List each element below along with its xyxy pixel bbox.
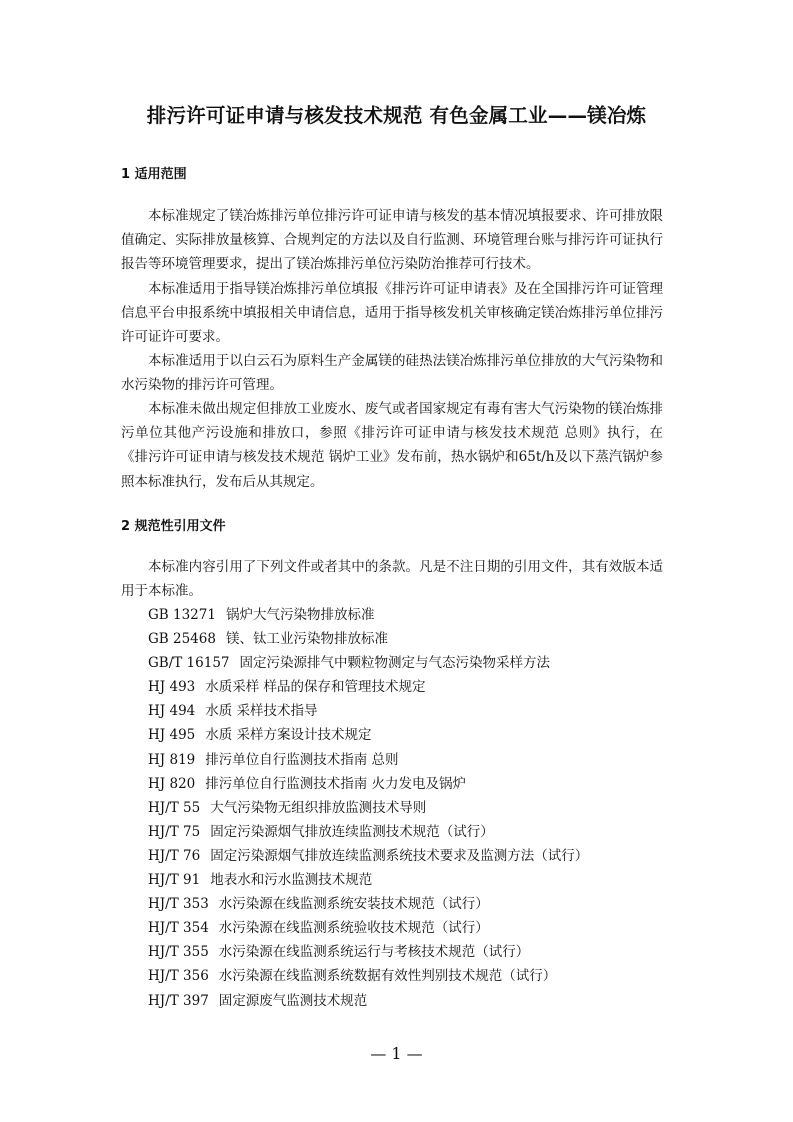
reference-name: 镁、钛工业污染物排放标准 bbox=[225, 631, 388, 648]
paragraph: 本标准适用于指导镁冶炼排污单位填报《排污许可证申请表》及在全国排污许可证管理信息平台申报系统中填报相关申请信息，适用于指导核发机关审核确定镁冶炼排污单位排污许可证许可要求。 bbox=[121, 281, 663, 346]
reference-item bbox=[148, 916, 588, 940]
reference-name: 水污染源在线监测系统数据有效性判别技术规范（试行） bbox=[218, 968, 557, 985]
reference-item bbox=[148, 892, 588, 916]
reference-item bbox=[148, 627, 588, 651]
reference-item bbox=[148, 868, 588, 892]
reference-code: GB 25468 bbox=[148, 631, 216, 648]
reference-name: 排污单位自行监测技术指南 总则 bbox=[205, 751, 399, 768]
reference-code: HJ 495 bbox=[148, 727, 196, 744]
reference-code: HJ 819 bbox=[148, 751, 196, 768]
reference-name: 锅炉大气污染物排放标准 bbox=[225, 607, 375, 623]
reference-code: HJ/T 397 bbox=[148, 992, 209, 1009]
reference-name: 固定污染源烟气排放连续监测系统技术要求及监测方法（试行） bbox=[210, 847, 589, 864]
reference-item bbox=[148, 796, 588, 820]
reference-code: HJ/T 355 bbox=[148, 944, 209, 961]
paragraph: 本标准适用于以白云石为原料生产金属镁的硅热法镁冶炼排污单位排放的大气污染物和水污染物的排污许可管理。 bbox=[121, 353, 663, 394]
reference-name: 水质采样 样品的保存和管理技术规定 bbox=[205, 679, 426, 696]
reference-list bbox=[148, 603, 588, 1013]
reference-code: HJ/T 353 bbox=[148, 896, 209, 913]
reference-item bbox=[148, 844, 588, 868]
reference-name: 固定污染源排气中颗粒物测定与气态污染物采样方法 bbox=[239, 655, 550, 672]
reference-code: HJ/T 91 bbox=[148, 872, 201, 889]
reference-name: 排污单位自行监测技术指南 火力发电及锅炉 bbox=[205, 775, 467, 792]
reference-code: HJ/T 76 bbox=[148, 847, 201, 864]
reference-name: 固定源废气监测技术规范 bbox=[218, 992, 368, 1009]
reference-code: HJ 494 bbox=[148, 703, 196, 720]
reference-code: GB 13271 bbox=[148, 607, 216, 623]
reference-name: 地表水和污水监测技术规范 bbox=[210, 872, 373, 889]
reference-item bbox=[148, 940, 588, 964]
reference-name: 水污染源在线监测系统运行与考核技术规范（试行） bbox=[218, 944, 530, 961]
reference-code: HJ 493 bbox=[148, 679, 196, 696]
reference-item bbox=[148, 651, 588, 675]
reference-code: GB/T 16157 bbox=[148, 655, 230, 672]
reference-code: HJ/T 356 bbox=[148, 968, 209, 985]
page-number: — 1 — bbox=[370, 1044, 423, 1063]
reference-item bbox=[148, 723, 588, 747]
reference-name: 水质 采样技术指导 bbox=[205, 703, 318, 720]
reference-code: HJ/T 354 bbox=[148, 920, 209, 937]
paragraph: 本标准内容引用了下列文件或者其中的条款。凡是不注日期的引用文件，其有效版本适用于本标准。 bbox=[121, 559, 663, 600]
document-title: 排污许可证申请与核发技术规范 有色金属工业——镁冶炼 bbox=[146, 104, 647, 127]
reference-item bbox=[148, 964, 588, 988]
reference-item bbox=[148, 772, 588, 796]
reference-code: HJ/T 55 bbox=[148, 799, 201, 816]
reference-item bbox=[148, 748, 588, 772]
reference-name: 大气污染物无组织排放监测技术导则 bbox=[210, 799, 427, 816]
reference-code: HJ 820 bbox=[148, 775, 196, 792]
section-heading-scope: 1 适用范围 bbox=[121, 167, 187, 182]
reference-item bbox=[148, 603, 588, 627]
reference-item bbox=[148, 989, 588, 1013]
reference-code: HJ/T 75 bbox=[148, 823, 201, 840]
paragraph: 本标准未做出规定但排放工业废水、废气或者国家规定有毒有害大气污染物的镁冶炼排污单位其他产污设施和排放口，参照《排污许可证申请与核发技术规范 总则》执行，在《排污许可证申请与核发技术规范 锅炉工业》发布前，热水锅炉和65t/h及以下蒸汽锅炉参照本标准执行，发布后从其规定。 bbox=[121, 401, 663, 490]
section-heading-normative-references: 2 规范性引用文件 bbox=[121, 519, 226, 534]
reference-name: 水污染源在线监测系统验收技术规范（试行） bbox=[218, 920, 489, 937]
paragraph: 本标准规定了镁冶炼排污单位排污许可证申请与核发的基本情况填报要求、许可排放限值确定、实际排放量核算、合规判定的方法以及自行监测、环境管理台账与排污许可证执行报告等环境管理要求，提出了镁冶炼排污单位污染防治推荐可行技术。 bbox=[121, 208, 663, 273]
reference-item bbox=[148, 675, 588, 699]
reference-item bbox=[148, 820, 588, 844]
reference-name: 固定污染源烟气排放连续监测技术规范（试行） bbox=[210, 823, 494, 840]
reference-item bbox=[148, 699, 588, 723]
reference-name: 水质 采样方案设计技术规定 bbox=[205, 727, 372, 744]
reference-name: 水污染源在线监测系统安装技术规范（试行） bbox=[218, 896, 489, 913]
